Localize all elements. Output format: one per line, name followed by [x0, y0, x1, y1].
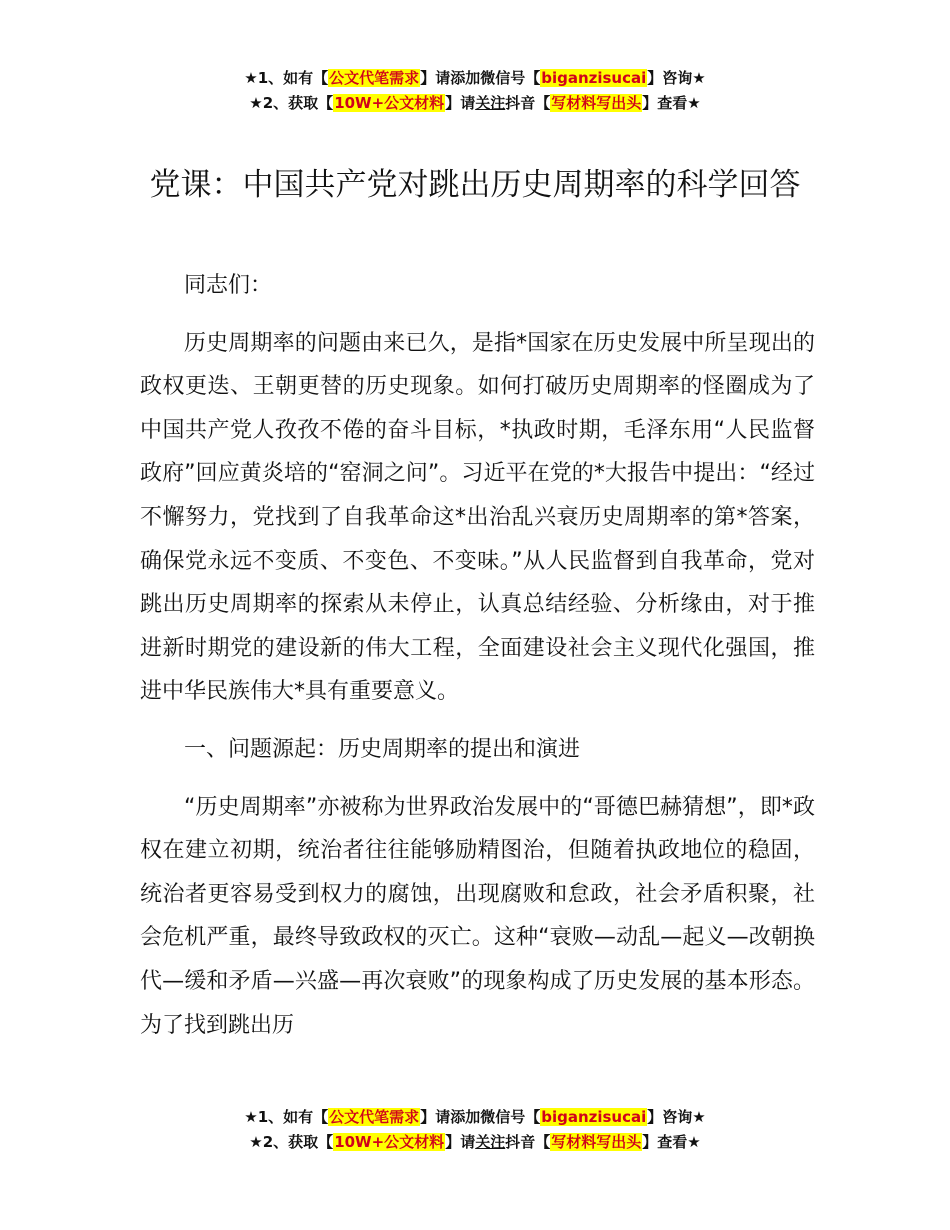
banner-highlight: biganzisucai — [541, 1108, 647, 1126]
banner-text: 抖音【 — [505, 94, 551, 112]
footer-banner — [0, 1105, 950, 1155]
banner-text: ★2、获取【 — [249, 1133, 334, 1151]
document-body — [140, 264, 815, 1061]
banner-text: 】请 — [445, 94, 476, 112]
banner-highlight: 写材料写出头 — [551, 94, 642, 112]
greeting: 同志们： — [184, 273, 273, 298]
banner-highlight: biganzisucai — [541, 69, 647, 87]
document-title: 党课：中国共产党对跳出历史周期率的科学回答 — [149, 167, 801, 203]
header-banner — [0, 66, 950, 116]
banner-text: 】查看★ — [642, 1133, 701, 1151]
banner-line-2 — [0, 91, 950, 116]
section-heading: 一、问题源起：历史周期率的提出和演进 — [184, 736, 581, 762]
banner-highlight: 公文代笔需求 — [329, 69, 420, 87]
banner-text: ★2、获取【 — [249, 94, 334, 112]
banner-text: 抖音【 — [505, 1133, 551, 1151]
banner-text: 】请添加微信号【 — [420, 69, 541, 87]
banner-text: ★1、如有【 — [244, 1108, 329, 1126]
banner-text: 】查看★ — [642, 94, 701, 112]
banner-text: 】请 — [445, 1133, 476, 1151]
banner-line-1 — [0, 66, 950, 91]
banner-highlight: 10W+公文材料 — [334, 94, 445, 112]
paragraph: “历史周期率”亦被称为世界政治发展中的“哥德巴赫猜想”，即*政权在建立初期，统治者往往能够励精图治，但随着执政地位的稳固，统治者更容易受到权力的腐蚀，出现腐败和怠政，社会矛盾积聚，社会危机严重，最终导致政权的灭亡。这种“衰败—动乱—起义—改朝换代—缓和矛盾—兴盛—再次衰败”的现象构成了历史发展的基本形态。为了找到跳出历 — [140, 794, 815, 1038]
banner-text: 】咨询★ — [647, 69, 706, 87]
banner-underline: 关注 — [475, 1133, 506, 1151]
banner-line-1 — [0, 1105, 950, 1130]
paragraph: 历史周期率的问题由来已久，是指*国家在历史发展中所呈现出的政权更迭、王朝更替的历史现象。如何打破历史周期率的怪圈成为了中国共产党人孜孜不倦的奋斗目标，*执政时期，毛泽东用“人民监督政府”回应黄炎培的“窑洞之问”。习近平在党的*大报告中提出：“经过不懈努力，党找到了自我革命这*出治乱兴衰历史周期率的第*答案，确保党永远不变质、不变色、不变味。”从人民监督到自我革命，党对跳出历史周期率的探索从未停止，认真总结经验、分析缘由，对于推进新时期党的建设新的伟大工程，全面建设社会主义现代化强国，推进中华民族伟大*具有重要意义。 — [140, 330, 815, 705]
banner-line-2 — [0, 1130, 950, 1155]
banner-highlight: 写材料写出头 — [551, 1133, 642, 1151]
banner-text: 】咨询★ — [647, 1108, 706, 1126]
banner-highlight: 10W+公文材料 — [334, 1133, 445, 1151]
banner-text: ★1、如有【 — [244, 69, 329, 87]
banner-highlight: 公文代笔需求 — [329, 1108, 420, 1126]
banner-underline: 关注 — [475, 94, 506, 112]
banner-text: 】请添加微信号【 — [420, 1108, 541, 1126]
